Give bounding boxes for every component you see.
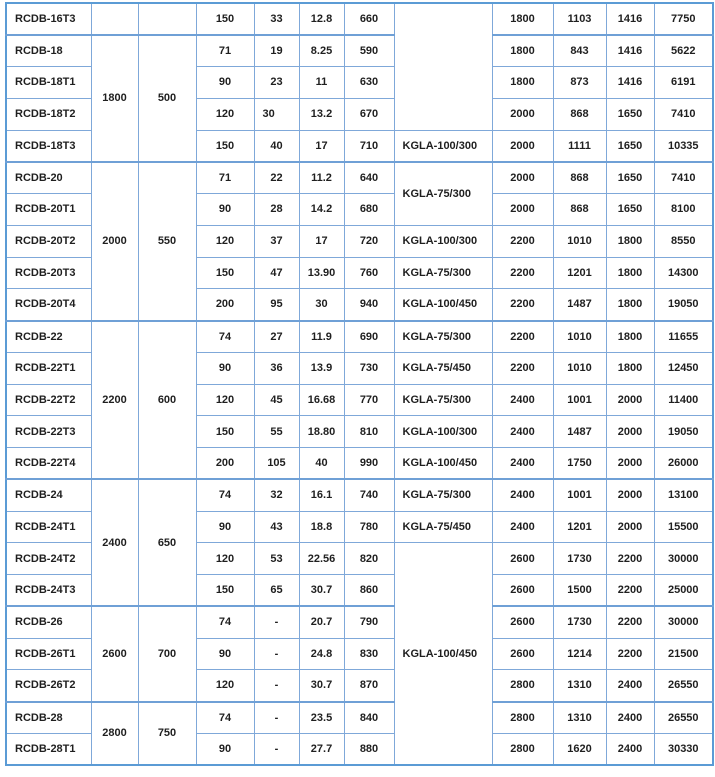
value-cell: 2000: [492, 130, 553, 162]
value-cell: 53: [254, 543, 299, 575]
value-cell: 120: [196, 98, 254, 130]
value-cell: 8550: [654, 225, 713, 257]
value-cell: 680: [344, 194, 394, 226]
value-cell: 27: [254, 321, 299, 353]
value-cell: 2200: [606, 575, 654, 607]
value-cell: 2600: [492, 575, 553, 607]
value-cell: 150: [196, 130, 254, 162]
value-cell: 2200: [606, 638, 654, 670]
value-cell: 2000: [492, 98, 553, 130]
value-cell: 1310: [553, 670, 606, 702]
model-cell: RCDB-22T2: [6, 384, 91, 416]
value-cell: 45: [254, 384, 299, 416]
value-cell: 2200: [492, 321, 553, 353]
spec-table-body: [6, 3, 713, 765]
value-cell: 600: [138, 321, 196, 480]
value-cell: 22.56: [299, 543, 344, 575]
value-cell: 1416: [606, 35, 654, 67]
value-cell: 90: [196, 511, 254, 543]
value-cell: 2600: [91, 606, 138, 701]
table-row: [6, 479, 713, 511]
value-cell: 990: [344, 448, 394, 480]
kgla-model-cell: KGLA-100/300: [394, 130, 492, 162]
value-cell: 1010: [553, 225, 606, 257]
kgla-model-cell: KGLA-75/450: [394, 352, 492, 384]
value-cell: 120: [196, 670, 254, 702]
model-cell: RCDB-24T3: [6, 575, 91, 607]
value-cell: 660: [344, 3, 394, 35]
value-cell: 120: [196, 225, 254, 257]
value-cell: 1201: [553, 511, 606, 543]
value-cell: 1800: [606, 289, 654, 321]
kgla-model-cell: KGLA-75/300: [394, 257, 492, 289]
value-cell: 15500: [654, 511, 713, 543]
value-cell: 2400: [91, 479, 138, 606]
value-cell: 1800: [492, 3, 553, 35]
value-cell: 11.9: [299, 321, 344, 353]
value-cell: 2800: [91, 702, 138, 766]
value-cell: 1001: [553, 384, 606, 416]
value-cell: 43: [254, 511, 299, 543]
blank-cell: [394, 3, 492, 130]
value-cell: 19050: [654, 416, 713, 448]
rcdb-kgla-spec-table: [5, 2, 714, 766]
model-cell: RCDB-28T1: [6, 733, 91, 765]
value-cell: 500: [138, 35, 196, 162]
value-cell: 7410: [654, 98, 713, 130]
value-cell: 2400: [492, 448, 553, 480]
value-cell: 770: [344, 384, 394, 416]
model-cell: RCDB-26T2: [6, 670, 91, 702]
model-cell: RCDB-20T4: [6, 289, 91, 321]
value-cell: 90: [196, 638, 254, 670]
value-cell: 20.7: [299, 606, 344, 638]
value-cell: 2200: [492, 225, 553, 257]
value-cell: 19050: [654, 289, 713, 321]
value-cell: 90: [196, 352, 254, 384]
kgla-model-cell: KGLA-75/300: [394, 479, 492, 511]
value-cell: 40: [254, 130, 299, 162]
value-cell: 1730: [553, 543, 606, 575]
value-cell: 71: [196, 35, 254, 67]
value-cell: 150: [196, 575, 254, 607]
value-cell: 33: [254, 3, 299, 35]
model-cell: RCDB-22: [6, 321, 91, 353]
value-cell: 13.9: [299, 352, 344, 384]
table-row: [6, 35, 713, 67]
value-cell: 27.7: [299, 733, 344, 765]
value-cell: 11: [299, 67, 344, 99]
value-cell: 2200: [606, 543, 654, 575]
value-cell: 2800: [492, 702, 553, 734]
value-cell: 22: [254, 162, 299, 194]
value-cell: 23: [254, 67, 299, 99]
model-cell: RCDB-18T2: [6, 98, 91, 130]
value-cell: 2400: [606, 670, 654, 702]
value-cell: 95: [254, 289, 299, 321]
value-cell: 12.8: [299, 3, 344, 35]
value-cell: 28: [254, 194, 299, 226]
model-cell: RCDB-22T3: [6, 416, 91, 448]
value-cell: 2800: [492, 733, 553, 765]
value-cell: -: [254, 606, 299, 638]
value-cell: 200: [196, 289, 254, 321]
value-cell: 90: [196, 67, 254, 99]
value-cell: 24.8: [299, 638, 344, 670]
value-cell: 30.7: [299, 575, 344, 607]
value-cell: 74: [196, 479, 254, 511]
value-cell: 30330: [654, 733, 713, 765]
value-cell: 90: [196, 194, 254, 226]
value-cell: 840: [344, 702, 394, 734]
value-cell: -: [254, 638, 299, 670]
value-cell: 868: [553, 194, 606, 226]
value-cell: 2200: [91, 321, 138, 480]
value-cell: 810: [344, 416, 394, 448]
value-cell: 30: [299, 289, 344, 321]
value-cell: 40: [299, 448, 344, 480]
value-cell: 2000: [606, 511, 654, 543]
value-cell: 30000: [654, 543, 713, 575]
value-cell: 71: [196, 162, 254, 194]
value-cell: 1111: [553, 130, 606, 162]
value-cell: 1416: [606, 3, 654, 35]
value-cell: 74: [196, 321, 254, 353]
value-cell: 2400: [606, 733, 654, 765]
value-cell: 11400: [654, 384, 713, 416]
value-cell: 830: [344, 638, 394, 670]
kgla-model-cell: KGLA-75/300: [394, 384, 492, 416]
kgla-model-cell: KGLA-100/300: [394, 225, 492, 257]
value-cell: 7410: [654, 162, 713, 194]
value-cell: 2400: [492, 416, 553, 448]
value-cell: 150: [196, 416, 254, 448]
value-cell: 13100: [654, 479, 713, 511]
value-cell: 2400: [492, 479, 553, 511]
value-cell: 820: [344, 543, 394, 575]
value-cell: 1650: [606, 98, 654, 130]
value-cell: 16.1: [299, 479, 344, 511]
table-row: [6, 321, 713, 353]
model-cell: RCDB-24: [6, 479, 91, 511]
value-cell: 1310: [553, 702, 606, 734]
value-cell: 550: [138, 162, 196, 321]
value-cell: 1650: [606, 162, 654, 194]
value-cell: 1201: [553, 257, 606, 289]
model-cell: RCDB-26T1: [6, 638, 91, 670]
value-cell: 8.25: [299, 35, 344, 67]
kgla-model-cell: KGLA-100/450: [394, 448, 492, 480]
value-cell: 13.90: [299, 257, 344, 289]
value-cell: 1800: [91, 35, 138, 162]
value-cell: 1214: [553, 638, 606, 670]
value-cell: 1750: [553, 448, 606, 480]
value-cell: 2000: [606, 416, 654, 448]
value-cell: 1800: [606, 352, 654, 384]
value-cell: 2200: [492, 352, 553, 384]
value-cell: 2800: [492, 670, 553, 702]
value-cell: 74: [196, 702, 254, 734]
value-cell: 2000: [606, 479, 654, 511]
kgla-model-cell: KGLA-75/450: [394, 511, 492, 543]
value-cell: 10335: [654, 130, 713, 162]
kgla-model-cell: KGLA-75/300: [394, 321, 492, 353]
model-cell: RCDB-18T1: [6, 67, 91, 99]
value-cell: 670: [344, 98, 394, 130]
value-cell: 30: [254, 98, 299, 130]
value-cell: 17: [299, 225, 344, 257]
value-cell: 1800: [606, 321, 654, 353]
value-cell: 590: [344, 35, 394, 67]
value-cell: 2600: [492, 543, 553, 575]
kgla-model-cell: KGLA-100/300: [394, 416, 492, 448]
model-cell: RCDB-20T1: [6, 194, 91, 226]
value-cell: 650: [138, 479, 196, 606]
value-cell: 1800: [606, 225, 654, 257]
value-cell: 730: [344, 352, 394, 384]
value-cell: 2200: [492, 289, 553, 321]
value-cell: 1487: [553, 416, 606, 448]
value-cell: 26550: [654, 702, 713, 734]
table-row: [6, 162, 713, 194]
value-cell: 23.5: [299, 702, 344, 734]
model-cell: RCDB-26: [6, 606, 91, 638]
kgla-model-cell: KGLA-100/450: [394, 543, 492, 765]
value-cell: 90: [196, 733, 254, 765]
value-cell: 18.80: [299, 416, 344, 448]
value-cell: 760: [344, 257, 394, 289]
value-cell: 200: [196, 448, 254, 480]
value-cell: 2200: [492, 257, 553, 289]
value-cell: 868: [553, 98, 606, 130]
value-cell: 5622: [654, 35, 713, 67]
value-cell: 1650: [606, 130, 654, 162]
value-cell: 25000: [654, 575, 713, 607]
model-cell: RCDB-22T1: [6, 352, 91, 384]
value-cell: 873: [553, 67, 606, 99]
value-cell: 47: [254, 257, 299, 289]
value-cell: 790: [344, 606, 394, 638]
value-cell: 16.68: [299, 384, 344, 416]
table-row: [6, 3, 713, 35]
value-cell: 2600: [492, 606, 553, 638]
value-cell: 2000: [91, 162, 138, 321]
blank-cell: [91, 3, 138, 35]
value-cell: 1103: [553, 3, 606, 35]
model-cell: RCDB-18: [6, 35, 91, 67]
model-cell: RCDB-20: [6, 162, 91, 194]
value-cell: 21500: [654, 638, 713, 670]
kgla-model-cell: KGLA-100/450: [394, 289, 492, 321]
value-cell: 880: [344, 733, 394, 765]
value-cell: 1010: [553, 321, 606, 353]
value-cell: 2400: [492, 384, 553, 416]
value-cell: 12450: [654, 352, 713, 384]
value-cell: 37: [254, 225, 299, 257]
model-cell: RCDB-24T1: [6, 511, 91, 543]
value-cell: 2000: [492, 162, 553, 194]
value-cell: 843: [553, 35, 606, 67]
value-cell: 690: [344, 321, 394, 353]
model-cell: RCDB-24T2: [6, 543, 91, 575]
value-cell: 30.7: [299, 670, 344, 702]
value-cell: 120: [196, 543, 254, 575]
value-cell: 26550: [654, 670, 713, 702]
value-cell: 2200: [606, 606, 654, 638]
blank-cell: [138, 3, 196, 35]
value-cell: 868: [553, 162, 606, 194]
value-cell: 2400: [606, 702, 654, 734]
value-cell: 1800: [492, 67, 553, 99]
value-cell: -: [254, 670, 299, 702]
kgla-model-cell: KGLA-75/300: [394, 162, 492, 226]
model-cell: RCDB-22T4: [6, 448, 91, 480]
value-cell: 36: [254, 352, 299, 384]
value-cell: 860: [344, 575, 394, 607]
value-cell: 32: [254, 479, 299, 511]
table-row: [6, 606, 713, 638]
value-cell: 2000: [606, 384, 654, 416]
value-cell: 65: [254, 575, 299, 607]
value-cell: 1010: [553, 352, 606, 384]
model-cell: RCDB-16T3: [6, 3, 91, 35]
value-cell: 2600: [492, 638, 553, 670]
value-cell: 710: [344, 130, 394, 162]
value-cell: 105: [254, 448, 299, 480]
model-cell: RCDB-20T3: [6, 257, 91, 289]
value-cell: 870: [344, 670, 394, 702]
value-cell: 630: [344, 67, 394, 99]
value-cell: 2000: [492, 194, 553, 226]
value-cell: 14.2: [299, 194, 344, 226]
value-cell: 720: [344, 225, 394, 257]
value-cell: 30000: [654, 606, 713, 638]
value-cell: 17: [299, 130, 344, 162]
value-cell: 8100: [654, 194, 713, 226]
model-cell: RCDB-18T3: [6, 130, 91, 162]
value-cell: 1650: [606, 194, 654, 226]
value-cell: 7750: [654, 3, 713, 35]
value-cell: 2000: [606, 448, 654, 480]
value-cell: -: [254, 733, 299, 765]
value-cell: 1487: [553, 289, 606, 321]
value-cell: 780: [344, 511, 394, 543]
value-cell: 74: [196, 606, 254, 638]
value-cell: 750: [138, 702, 196, 766]
value-cell: -: [254, 702, 299, 734]
value-cell: 6191: [654, 67, 713, 99]
value-cell: 1800: [492, 35, 553, 67]
value-cell: 11655: [654, 321, 713, 353]
model-cell: RCDB-20T2: [6, 225, 91, 257]
value-cell: 1800: [606, 257, 654, 289]
value-cell: 640: [344, 162, 394, 194]
value-cell: 1620: [553, 733, 606, 765]
value-cell: 150: [196, 257, 254, 289]
value-cell: 11.2: [299, 162, 344, 194]
value-cell: 120: [196, 384, 254, 416]
value-cell: 55: [254, 416, 299, 448]
value-cell: 2400: [492, 511, 553, 543]
model-cell: RCDB-28: [6, 702, 91, 734]
value-cell: 26000: [654, 448, 713, 480]
value-cell: 150: [196, 3, 254, 35]
value-cell: 1416: [606, 67, 654, 99]
table-row: [6, 702, 713, 734]
value-cell: 1500: [553, 575, 606, 607]
value-cell: 1001: [553, 479, 606, 511]
value-cell: 740: [344, 479, 394, 511]
value-cell: 19: [254, 35, 299, 67]
value-cell: 700: [138, 606, 196, 701]
value-cell: 13.2: [299, 98, 344, 130]
value-cell: 18.8: [299, 511, 344, 543]
value-cell: 1730: [553, 606, 606, 638]
value-cell: 14300: [654, 257, 713, 289]
value-cell: 940: [344, 289, 394, 321]
